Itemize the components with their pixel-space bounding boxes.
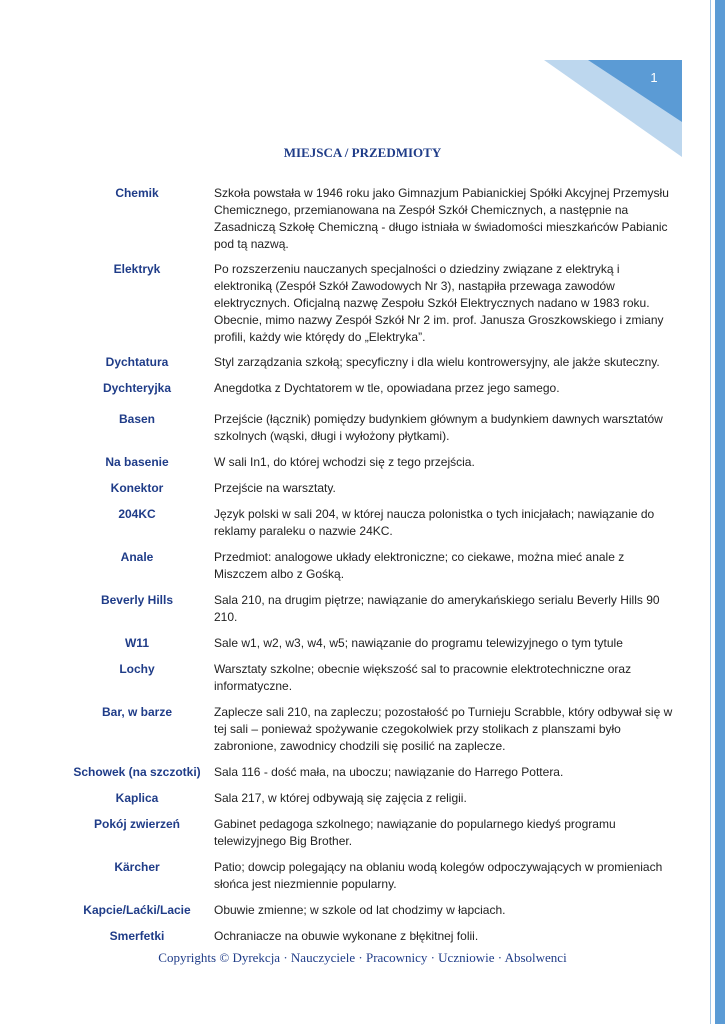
glossary-term: Schowek (na szczotki) — [73, 765, 201, 779]
glossary-entry — [60, 859, 680, 893]
glossary-term: Dychteryjka — [102, 381, 172, 395]
glossary-term: Na basenie — [105, 455, 169, 469]
glossary-entry — [60, 902, 680, 919]
glossary-definition: W sali In1, do której wchodzi się z tego przejścia. — [214, 455, 475, 469]
glossary-term: Dychtatura — [105, 355, 169, 369]
glossary-entry — [60, 635, 680, 652]
glossary-entry — [60, 549, 680, 583]
document-title: MIEJSCA / PRZEDMIOTY — [283, 145, 442, 160]
glossary-definition: Przejście na warsztaty. — [214, 481, 336, 495]
glossary-entry — [60, 411, 680, 445]
glossary-definition: Język polski w sali 204, w której naucza polonistka o tych inicjałach; nawiązanie do reklamy paraleku o nazwie 24KC. — [214, 507, 655, 538]
glossary-entry — [60, 592, 680, 626]
glossary-definition: Ochraniacze na obuwie wykonane z błękitnej folii. — [214, 929, 479, 943]
glossary-entry — [60, 480, 680, 497]
glossary-term: Smerfetki — [109, 929, 165, 943]
glossary-term: Chemik — [115, 186, 159, 200]
glossary-term: 204KC — [118, 507, 156, 521]
glossary-entry — [60, 354, 680, 371]
glossary-entry — [60, 506, 680, 540]
glossary-entry — [60, 790, 680, 807]
glossary-term: Beverly Hills — [100, 593, 174, 607]
glossary-term: Elektryk — [113, 262, 161, 276]
glossary-entry — [60, 185, 680, 253]
glossary-definition: Przejście (łącznik) pomiędzy budynkiem głównym a budynkiem dawnych warsztatów szkolnych (wąski, długi i wyłożony płytkami). — [214, 412, 663, 443]
glossary-definition: Sala 116 - dość mała, na uboczu; nawiązanie do Harrego Pottera. — [214, 765, 564, 779]
glossary-definition: Gabinet pedagoga szkolnego; nawiązanie do popularnego kiedyś programu telewizyjnego Big Brother. — [214, 817, 616, 848]
glossary-entry — [60, 928, 680, 945]
glossary-definition: Po rozszerzeniu nauczanych specjalności o dziedziny związane z elektryką i elektroniką (Zespół Szkół Zawodowych Nr 3), nastąpiła przewaga zawodów elektrycznych. Oficjalną nazwę Zespołu Szkół Elektrycznych nadano w 1983 roku. Obecnie, mimo nazwy Zespół Szkół Nr 2 im. prof. Janusza Groszkowskiego i zmiany profili, każdy wie którędy do „Elektryka”. — [214, 262, 664, 344]
glossary-term: Bar, w barze — [101, 705, 173, 719]
glossary-definition: Warsztaty szkolne; obecnie większość sal to pracownie elektrotechniczne oraz informatyczne. — [214, 662, 632, 693]
glossary-term: Konektor — [110, 481, 164, 495]
glossary-term: Pokój zwierzeń — [93, 817, 181, 831]
glossary-term: Kärcher — [114, 860, 160, 874]
glossary-term: Lochy — [119, 662, 155, 676]
glossary-term: Kaplica — [115, 791, 159, 805]
glossary-entry — [60, 764, 680, 781]
glossary-definition: Anegdotka z Dychtatorem w tle, opowiadana przez jego samego. — [214, 381, 560, 395]
page-number: 1 — [650, 70, 658, 85]
glossary-term: Kapcie/Laćki/Lacie — [83, 903, 191, 917]
glossary-entry — [60, 704, 680, 755]
glossary-term: W11 — [124, 636, 149, 650]
glossary-definition: Zaplecze sali 210, na zapleczu; pozostałość po Turnieju Scrabble, który odbywał się w tej sali – ponieważ spożywanie czegokolwiek przy stolikach z planszami było zabronione, zawodnicy chodzili się posilić na zaplecze. — [214, 705, 673, 753]
glossary-definition: Sala 217, w której odbywają się zajęcia z religii. — [214, 791, 467, 805]
glossary-definition: Obuwie zmienne; w szkole od lat chodzimy w łapciach. — [214, 903, 506, 917]
glossary-definition: Sale w1, w2, w3, w4, w5; nawiązanie do programu telewizyjnego o tym tytule — [214, 636, 623, 650]
glossary-entry — [60, 816, 680, 850]
glossary-entry — [60, 454, 680, 471]
glossary-term: Anale — [120, 550, 154, 564]
glossary-definition: Sala 210, na drugim piętrze; nawiązanie do amerykańskiego serialu Beverly Hills 90 210. — [214, 593, 660, 624]
glossary-term: Basen — [118, 412, 156, 426]
glossary-definition: Patio; dowcip polegający na oblaniu wodą kolegów odpoczywających w promieniach słońca jest niezmiennie popularny. — [214, 860, 663, 891]
footer-copyright: Copyrights © Dyrekcja · Nauczyciele · Pracownicy · Uczniowie · Absolwenci — [158, 950, 567, 965]
glossary-entry — [60, 661, 680, 695]
glossary-entry — [60, 380, 680, 397]
glossary-entry — [60, 261, 680, 346]
glossary-definition: Przedmiot: analogowe układy elektroniczne; co ciekawe, można mieć anale z Miszczem albo z Gośką. — [214, 550, 625, 581]
glossary-definition: Szkoła powstała w 1946 roku jako Gimnazjum Pabianickiej Spółki Akcyjnej Przemysłu Chemicznego, przemianowana na Zespół Szkół Chemicznych, a następnie na Zasadniczą Szkołę Chemiczną - długo istniała w świadomości mieszkańców Pabianic pod tą nazwą. — [214, 186, 669, 251]
glossary-list — [60, 185, 680, 945]
glossary-definition: Styl zarządzania szkołą; specyficzny i dla wielu kontrowersyjny, ale jakże skuteczny. — [214, 355, 660, 369]
